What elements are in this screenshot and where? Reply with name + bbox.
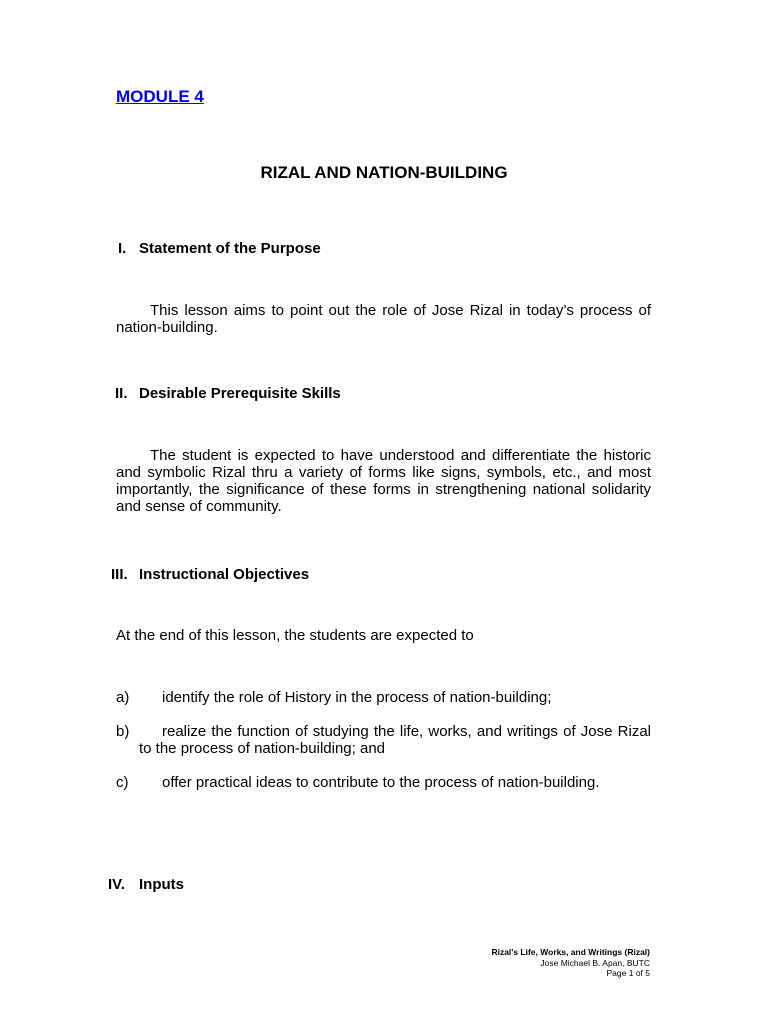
section-heading-iii <box>0 566 768 583</box>
objectives-intro: At the end of this lesson, the students are expected to <box>116 627 474 644</box>
purpose-paragraph <box>116 302 651 336</box>
list-item-text: realize the function of studying the life, works, and writings of Jose Rizal to the process of nation-building; and <box>139 723 651 757</box>
paragraph-text: This lesson aims to point out the role of Jose Rizal in today’s process of nation-building. <box>116 302 651 336</box>
list-marker: a) <box>116 689 130 706</box>
list-item-text: identify the role of History in the process of nation-building; <box>162 689 552 706</box>
section-numeral: II. <box>115 385 128 402</box>
prerequisite-paragraph <box>116 447 651 515</box>
section-title: Instructional Objectives <box>139 566 310 583</box>
section-numeral: IV. <box>108 876 125 893</box>
section-heading-i <box>0 240 768 257</box>
list-marker: c) <box>116 774 129 791</box>
footer-page-number: Page 1 of 5 <box>606 968 650 978</box>
section-numeral: I. <box>118 240 127 257</box>
section-heading-iv <box>0 876 768 893</box>
page-title: RIZAL AND NATION-BUILDING <box>260 163 508 182</box>
section-heading-ii <box>0 385 768 402</box>
list-item-text: offer practical ideas to contribute to the process of nation-building. <box>162 774 600 791</box>
section-numeral: III. <box>111 566 128 583</box>
list-marker: b) <box>116 723 130 740</box>
module-label[interactable]: MODULE 4 <box>116 87 204 106</box>
section-title: Statement of the Purpose <box>139 240 321 257</box>
footer-course: Rizal’s Life, Works, and Writings (Rizal) <box>491 947 650 957</box>
list-item <box>116 723 651 757</box>
paragraph-text: The student is expected to have understood and differentiate the historic and symbolic Rizal thru a variety of forms like signs, symbols, etc., and most importantly, the significance of these forms in strengthening national solidarity and sense of community. <box>116 447 651 515</box>
section-title: Desirable Prerequisite Skills <box>139 385 341 402</box>
page-footer <box>491 947 650 979</box>
section-title: Inputs <box>139 876 184 893</box>
footer-author: Jose Michael B. Apan, BUTC <box>540 957 650 968</box>
list-item <box>116 689 651 706</box>
list-item <box>116 774 651 791</box>
